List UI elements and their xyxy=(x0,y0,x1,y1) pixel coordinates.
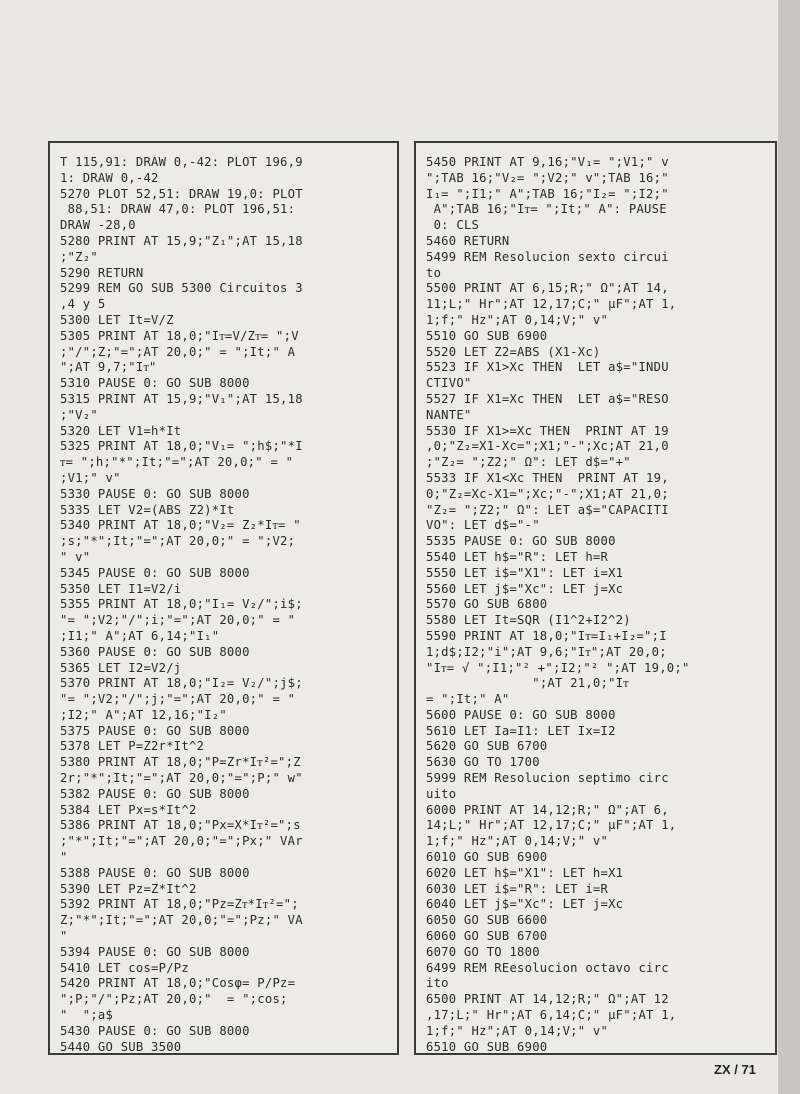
code-line: 5600 PAUSE 0: GO SUB 8000 xyxy=(426,707,616,722)
code-line: 5355 PRINT AT 18,0;"I₁= V₂/";i$; xyxy=(60,597,303,612)
code-line: 5320 LET V1=h*It xyxy=(60,423,182,438)
code-line: 6010 GO SUB 6900 xyxy=(426,850,548,865)
code-line: 5386 PRINT AT 18,0;"Px=X*Iᴛ²=";s xyxy=(60,818,301,833)
code-line: 5305 PRINT AT 18,0;"Iᴛ=V/Zᴛ= ";V xyxy=(60,328,299,343)
code-line: 5378 LET P=Z2r*It^2 xyxy=(60,739,205,754)
code-line: 5540 LET h$="R": LET h=R xyxy=(426,549,609,564)
code-line: 1;f;" Hz";AT 0,14;V;" v" xyxy=(426,312,609,327)
code-line: 6510 GO SUB 6900 xyxy=(426,1039,548,1054)
code-line: Z;"*";It;"=";AT 20,0;"=";Pz;" VA xyxy=(60,913,303,928)
code-line: ,17;L;" Hr";AT 6,14;C;" µF";AT 1, xyxy=(426,1008,677,1023)
code-line: uito xyxy=(426,786,457,801)
code-line: 1;d$;I2;"i";AT 9,6;"Iᴛ";AT 20,0; xyxy=(426,644,667,659)
code-line: 1: DRAW 0,-42 xyxy=(60,170,159,185)
code-line: 5530 IF X1>=Xc THEN PRINT AT 19 xyxy=(426,423,669,438)
code-line: 6040 LET j$="Xc": LET j=Xc xyxy=(426,897,624,912)
code-line: "Iᴛ= √ ";I1;"² +";I2;"² ";AT 19,0;" xyxy=(426,660,690,675)
code-line: 5499 REM Resolucion sexto circui xyxy=(426,249,669,264)
code-line: 5299 REM GO SUB 5300 Circuitos 3 xyxy=(60,281,303,296)
code-line: A";TAB 16;"Iᴛ= ";It;" A": PAUSE xyxy=(426,202,667,217)
code-line: ";P;"/";Pz;AT 20,0;" = ";cos; xyxy=(60,992,288,1007)
code-line: 5460 RETURN xyxy=(426,233,510,248)
code-line: 6050 GO SUB 6600 xyxy=(426,913,548,928)
code-line: "Z₂= ";Z2;" Ω": LET a$="CAPACITI xyxy=(426,502,669,517)
code-line: 5390 LET Pz=Z*It^2 xyxy=(60,881,197,896)
code-line: 88,51: DRAW 47,0: PLOT 196,51: xyxy=(60,202,296,217)
code-line: ";TAB 16;"V₂= ";V2;" v";TAB 16;" xyxy=(426,170,669,185)
code-line: I₁= ";I1;" A";TAB 16;"I₂= ";I2;" xyxy=(426,186,669,201)
code-line: 5345 PAUSE 0: GO SUB 8000 xyxy=(60,565,250,580)
page-number: ZX / 71 xyxy=(714,1062,756,1077)
code-line: 5535 PAUSE 0: GO SUB 8000 xyxy=(426,534,616,549)
code-line: "= ";V2;"/";j;"=";AT 20,0;" = " xyxy=(60,692,296,707)
code-line: 5580 LET It=SQR (I1^2+I2^2) xyxy=(426,613,631,628)
code-line: ;"Z₂= ";Z2;" Ω": LET d$="+" xyxy=(426,455,631,470)
code-line: 5382 PAUSE 0: GO SUB 8000 xyxy=(60,786,250,801)
code-line: 5620 GO SUB 6700 xyxy=(426,739,548,754)
code-line: "= ";V2;"/";i;"=";AT 20,0;" = " xyxy=(60,613,296,628)
code-line: 6500 PRINT AT 14,12;R;" Ω";AT 12 xyxy=(426,992,669,1007)
code-line: 5430 PAUSE 0: GO SUB 8000 xyxy=(60,1023,250,1038)
code-line: 6060 GO SUB 6700 xyxy=(426,929,548,944)
code-line: 6020 LET h$="X1": LET h=X1 xyxy=(426,865,624,880)
code-line: to xyxy=(426,265,442,280)
code-line: 5610 LET Ia=I1: LET Ix=I2 xyxy=(426,723,616,738)
code-line: 5388 PAUSE 0: GO SUB 8000 xyxy=(60,865,250,880)
code-line: 5999 REM Resolucion septimo circ xyxy=(426,771,669,786)
code-line: 6000 PRINT AT 14,12;R;" Ω";AT 6, xyxy=(426,802,669,817)
code-line: 5280 PRINT AT 15,9;"Z₁";AT 15,18 xyxy=(60,233,303,248)
code-line: ito xyxy=(426,976,449,991)
code-line: 0;"Z₂=Xc-X1=";Xc;"-";X1;AT 21,0; xyxy=(426,486,669,501)
code-line: ᴛ= ";h;"*";It;"=";AT 20,0;" = " xyxy=(60,455,294,470)
code-line: 5630 GO TO 1700 xyxy=(426,755,540,770)
code-line: 11;L;" Hr";AT 12,17;C;" µF";AT 1, xyxy=(426,297,677,312)
code-line: 5380 PRINT AT 18,0;"P=Zr*Iᴛ²=";Z xyxy=(60,755,301,770)
code-line: ;"V₂" xyxy=(60,407,98,422)
code-line: ,0;"Z₂=X1-Xc=";X1;"-";Xc;AT 21,0 xyxy=(426,439,669,454)
code-line: 5384 LET Px=s*It^2 xyxy=(60,802,197,817)
code-line: 5523 IF X1>Xc THEN LET a$="INDU xyxy=(426,360,669,375)
code-line: 1;f;" Hz";AT 0,14;V;" v" xyxy=(426,1023,609,1038)
code-line: 5500 PRINT AT 6,15;R;" Ω";AT 14, xyxy=(426,281,669,296)
code-line: 6030 LET i$="R": LET i=R xyxy=(426,881,609,896)
code-line: = ";It;" A" xyxy=(426,692,510,707)
code-line: 5270 PLOT 52,51: DRAW 19,0: PLOT xyxy=(60,186,303,201)
listing-column-right xyxy=(414,141,777,1055)
code-line: 5350 LET I1=V2/i xyxy=(60,581,182,596)
page-edge-shadow xyxy=(778,0,800,1094)
code-line: 5340 PRINT AT 18,0;"V₂= Z₂*Iᴛ= " xyxy=(60,518,301,533)
code-line: " xyxy=(60,929,68,944)
code-line: 14;L;" Hr";AT 12,17;C;" µF";AT 1, xyxy=(426,818,677,833)
code-line: NANTE" xyxy=(426,407,472,422)
code-line: 1;f;" Hz";AT 0,14;V;" v" xyxy=(426,834,609,849)
code-line: 5590 PRINT AT 18,0;"Iᴛ=I₁+I₂=";I xyxy=(426,628,667,643)
code-line: ;V1;" v" xyxy=(60,470,121,485)
code-line: ,4 y 5 xyxy=(60,297,106,312)
code-line: 5394 PAUSE 0: GO SUB 8000 xyxy=(60,944,250,959)
code-line: ;I2;" A";AT 12,16;"I₂" xyxy=(60,707,227,722)
code-line: 2r;"*";It;"=";AT 20,0;"=";P;" w" xyxy=(60,771,303,786)
code-line: 5360 PAUSE 0: GO SUB 8000 xyxy=(60,644,250,659)
code-line: 5527 IF X1=Xc THEN LET a$="RESO xyxy=(426,391,669,406)
code-line: " xyxy=(60,850,68,865)
code-listing-left xyxy=(50,143,397,1055)
code-line: 6070 GO TO 1800 xyxy=(426,944,540,959)
code-line: ;"/";Z;"=";AT 20,0;" = ";It;" A xyxy=(60,344,296,359)
code-line: CTIVO" xyxy=(426,376,472,391)
code-line: 5335 LET V2=(ABS Z2)*It xyxy=(60,502,235,517)
code-line: 5325 PRINT AT 18,0;"V₁= ";h$;"*I xyxy=(60,439,303,454)
code-line: " v" xyxy=(60,549,91,564)
code-line: 5560 LET j$="Xc": LET j=Xc xyxy=(426,581,624,596)
code-line: ";AT 9,7;"Iᴛ" xyxy=(60,360,157,375)
code-line: VO": LET d$="-" xyxy=(426,518,540,533)
code-line: DRAW -28,0 xyxy=(60,218,136,233)
code-line: " ";a$ xyxy=(60,1008,114,1023)
code-line: 5420 PRINT AT 18,0;"Cosφ= P/Pz= xyxy=(60,976,296,991)
code-line: T 115,91: DRAW 0,-42: PLOT 196,9 xyxy=(60,155,303,169)
code-line: 5520 LET Z2=ABS (X1-Xc) xyxy=(426,344,601,359)
code-line: 5310 PAUSE 0: GO SUB 8000 xyxy=(60,376,250,391)
code-line: 5570 GO SUB 6800 xyxy=(426,597,548,612)
code-line: 5370 PRINT AT 18,0;"I₂= V₂/";j$; xyxy=(60,676,303,691)
code-line: 5290 RETURN xyxy=(60,265,144,280)
code-line: 5392 PRINT AT 18,0;"Pz=Zᴛ*Iᴛ²="; xyxy=(60,897,299,912)
code-line: 5315 PRINT AT 15,9;"V₁";AT 15,18 xyxy=(60,391,303,406)
listing-column-left xyxy=(48,141,399,1055)
code-line: ";AT 21,0;"Iᴛ xyxy=(426,676,629,691)
code-line: 5410 LET cos=P/Pz xyxy=(60,960,189,975)
code-line: ;I1;" A";AT 6,14;"I₁" xyxy=(60,628,220,643)
code-line: ;"*";It;"=";AT 20,0;"=";Px;" VAr xyxy=(60,834,303,849)
code-line: 5300 LET It=V/Z xyxy=(60,312,174,327)
code-line: 6499 REM REesolucion octavo circ xyxy=(426,960,669,975)
code-line: 5440 GO SUB 3500 xyxy=(60,1039,182,1054)
code-line: ;"Z₂" xyxy=(60,249,98,264)
code-line: 5375 PAUSE 0: GO SUB 8000 xyxy=(60,723,250,738)
code-line: 5330 PAUSE 0: GO SUB 8000 xyxy=(60,486,250,501)
code-listing-right xyxy=(416,143,775,1055)
code-line: 5450 PRINT AT 9,16;"V₁= ";V1;" v xyxy=(426,155,669,169)
code-line: 5533 IF X1<Xc THEN PRINT AT 19, xyxy=(426,470,669,485)
code-line: 5365 LET I2=V2/j xyxy=(60,660,182,675)
code-line: 0: CLS xyxy=(426,218,480,233)
code-line: 5550 LET i$="X1": LET i=X1 xyxy=(426,565,624,580)
code-line: ;s;"*";It;"=";AT 20,0;" = ";V2; xyxy=(60,534,296,549)
code-line: 5510 GO SUB 6900 xyxy=(426,328,548,343)
